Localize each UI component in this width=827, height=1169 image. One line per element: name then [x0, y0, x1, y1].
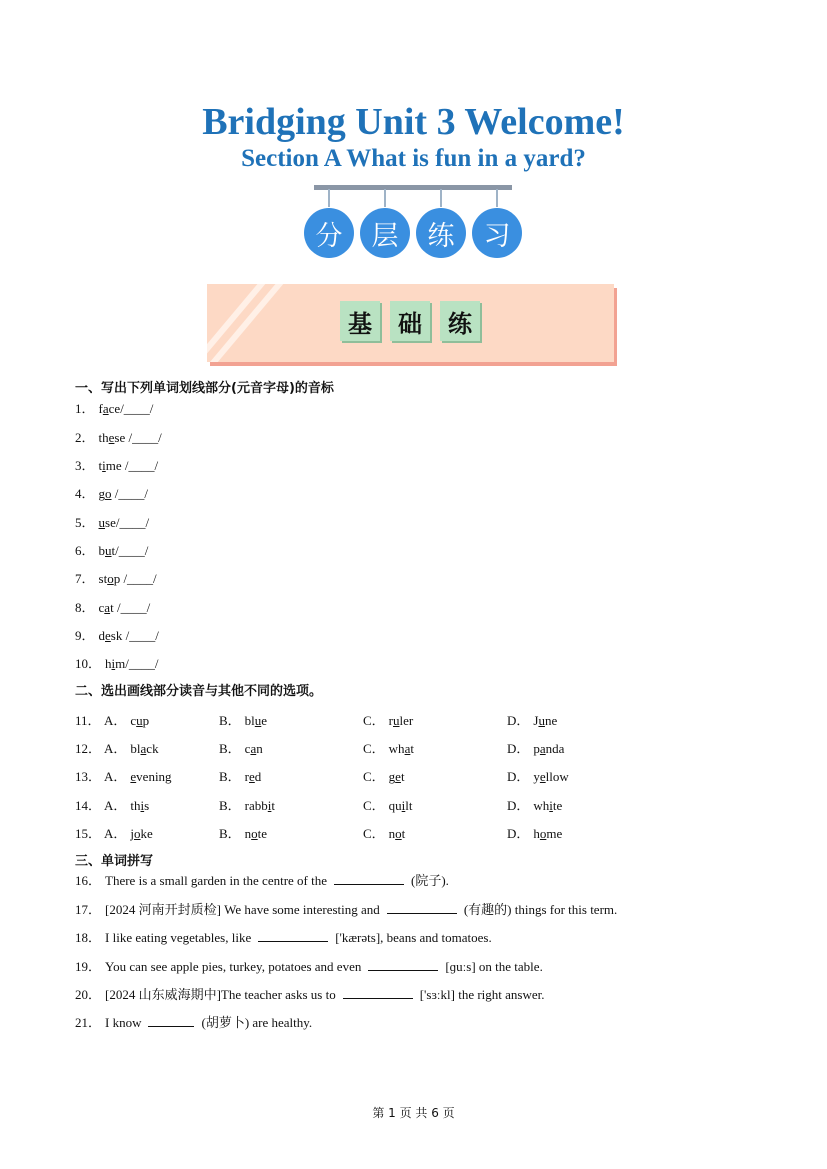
word-part: p	[533, 741, 540, 756]
answer-slot[interactable]: /____/	[120, 401, 154, 416]
underlined-letter: a	[104, 600, 111, 615]
option-c[interactable]	[363, 738, 414, 757]
option-c[interactable]	[363, 766, 405, 785]
item-number: 4．	[75, 486, 95, 501]
underlined-letter: e	[108, 430, 115, 445]
option-word	[389, 826, 406, 841]
sentence-end: ['sɜːkl] the right answer.	[419, 987, 545, 1002]
word-part: e	[261, 713, 268, 728]
item-word	[99, 486, 112, 501]
banner-tile: 基	[340, 301, 380, 341]
word-part: rabb	[244, 798, 268, 813]
circle-label: 层	[360, 208, 410, 258]
sentence-start: [2024 河南开封质检] We have some interesting and	[105, 902, 380, 917]
underlined-letter: i	[111, 656, 116, 671]
answer-slot[interactable]: /____/	[121, 458, 159, 473]
list-item	[75, 984, 545, 1003]
option-c[interactable]	[363, 795, 413, 814]
option-word	[130, 741, 158, 756]
underlined-letter: o	[134, 826, 141, 841]
question-number: 14．	[75, 798, 102, 813]
word-part: bl	[130, 741, 141, 756]
sentence-start: There is a small garden in the centre of the	[105, 873, 328, 888]
answer-blank[interactable]	[148, 1014, 194, 1027]
word-part: te	[552, 798, 563, 813]
underlined-letter: i	[401, 798, 406, 813]
option-a[interactable]	[104, 710, 149, 729]
option-word	[245, 798, 275, 813]
underlined-letter: u	[254, 713, 262, 728]
word-part: t	[111, 543, 116, 558]
underlined-letter: o	[107, 571, 114, 586]
list-item	[75, 870, 449, 889]
word-part: g	[98, 486, 106, 501]
word-part: p	[113, 571, 121, 586]
option-b[interactable]	[219, 766, 261, 785]
underlined-letter: a	[140, 741, 147, 756]
item-number: 17．	[75, 902, 102, 917]
list-item	[75, 625, 159, 644]
item-number: 1．	[75, 401, 95, 416]
section-heading: 一、写出下列单词划线部分(元音字母)的音标	[75, 381, 334, 396]
circle-label: 分	[304, 208, 354, 258]
underlined-letter: u	[393, 713, 400, 728]
list-item	[75, 455, 158, 474]
option-word	[130, 826, 152, 841]
item-number: 20．	[75, 987, 102, 1002]
list-item	[75, 427, 162, 446]
word-part: bl	[244, 713, 255, 728]
answer-slot[interactable]: /____/	[111, 486, 148, 501]
page-subtitle: Section A What is fun in a yard?	[241, 145, 586, 172]
option-word	[533, 826, 562, 841]
answer-slot[interactable]: /____/	[120, 571, 157, 586]
word-part: b	[98, 543, 106, 558]
item-number: 5．	[75, 515, 95, 530]
circle-label: 习	[472, 208, 522, 258]
list-item	[75, 597, 150, 616]
word-part: ne	[544, 713, 558, 728]
item-number: 19．	[75, 959, 102, 974]
word-part: n	[256, 741, 263, 756]
underlined-letter: e	[130, 769, 137, 784]
word-part: t	[271, 798, 276, 813]
sentence-start: I like eating vegetables, like	[105, 930, 252, 945]
underlined-letter: e	[105, 628, 111, 643]
answer-slot[interactable]: /____/	[125, 430, 162, 445]
word-part: wh	[388, 741, 405, 756]
option-word	[533, 713, 557, 728]
option-letter: D．	[507, 741, 530, 756]
option-d[interactable]	[507, 823, 562, 842]
sentence-start: [2024 山东威海期中]The teacher asks us to	[105, 987, 336, 1002]
underlined-letter: i	[102, 458, 106, 473]
option-word	[533, 741, 564, 756]
item-word	[99, 515, 116, 530]
word-part: th	[130, 798, 141, 813]
option-letter: C．	[363, 741, 385, 756]
item-number: 10．	[75, 656, 102, 671]
list-item	[75, 568, 157, 587]
item-word	[105, 656, 125, 671]
word-part: vening	[136, 769, 172, 784]
underlined-letter: o	[539, 826, 547, 841]
answer-slot[interactable]: /____/	[115, 515, 150, 530]
answer-slot[interactable]: /____/	[115, 543, 149, 558]
option-word	[533, 769, 568, 784]
list-item	[75, 927, 492, 946]
item-word	[99, 401, 121, 416]
question-number: 15．	[75, 826, 102, 841]
option-b[interactable]	[219, 710, 267, 729]
word-part: nda	[545, 741, 565, 756]
sentence-start: I know	[105, 1015, 142, 1030]
word-part: p	[142, 713, 150, 728]
banner-tile: 练	[440, 301, 480, 341]
underlined-letter: u	[538, 713, 545, 728]
word-part: wh	[533, 798, 550, 813]
option-word	[130, 798, 149, 813]
answer-blank[interactable]	[387, 901, 457, 914]
option-d[interactable]	[507, 710, 557, 729]
item-number: 8．	[75, 600, 95, 615]
option-letter: C．	[363, 769, 385, 784]
item-word	[99, 571, 121, 586]
underlined-letter: e	[249, 769, 255, 784]
underlined-letter: e	[395, 769, 401, 784]
option-letter: C．	[363, 798, 385, 813]
option-letter: B．	[219, 798, 241, 813]
option-d[interactable]	[507, 738, 564, 757]
option-word	[130, 713, 149, 728]
option-a[interactable]	[104, 823, 153, 842]
option-letter: B．	[219, 741, 241, 756]
word-part: lt	[405, 798, 413, 813]
option-letter: D．	[507, 798, 530, 813]
answer-slot[interactable]: /____/	[113, 600, 151, 615]
page-title: Bridging Unit 3 Welcome!	[202, 101, 625, 143]
option-word	[245, 713, 267, 728]
option-d[interactable]	[507, 766, 569, 785]
word-part: d	[254, 769, 262, 784]
word-part: ler	[399, 713, 414, 728]
section-heading: 三、单词拼写	[75, 854, 154, 869]
decorative-stem	[328, 189, 330, 207]
word-part: j	[130, 826, 135, 841]
word-part: ke	[140, 826, 153, 841]
item-word	[99, 458, 122, 473]
underlined-letter: a	[250, 741, 257, 756]
decorative-stem	[496, 189, 498, 207]
word-part: t	[400, 769, 405, 784]
page-footer: 第 1 页 共 6 页	[372, 1106, 455, 1120]
sentence-end: [ɡuːs] on the table.	[445, 959, 543, 974]
option-c[interactable]	[363, 710, 413, 729]
word-part: t	[98, 458, 103, 473]
sentence-start: You can see apple pies, turkey, potatoes and even	[105, 959, 362, 974]
answer-blank[interactable]	[368, 958, 438, 971]
option-letter: C．	[363, 826, 385, 841]
word-part: ck	[146, 741, 159, 756]
option-letter: D．	[507, 826, 530, 841]
underlined-letter: u	[105, 543, 112, 558]
word-part: r	[244, 769, 250, 784]
word-part: c	[98, 600, 105, 615]
item-word	[99, 628, 123, 643]
list-item	[75, 1012, 312, 1031]
item-number: 18．	[75, 930, 102, 945]
option-word	[389, 798, 413, 813]
option-letter: A．	[104, 769, 127, 784]
option-b[interactable]	[219, 738, 263, 757]
list-item	[75, 398, 153, 417]
underlined-letter: a	[102, 401, 109, 416]
word-part: y	[533, 769, 540, 784]
word-part: c	[130, 713, 137, 728]
underlined-letter: o	[105, 486, 112, 501]
option-a[interactable]	[104, 738, 159, 757]
option-letter: A．	[104, 713, 127, 728]
option-letter: C．	[363, 713, 385, 728]
option-word	[533, 798, 562, 813]
word-part: s	[144, 798, 150, 813]
word-part: llow	[545, 769, 569, 784]
answer-slot[interactable]: /____/	[122, 628, 159, 643]
word-part: se	[105, 515, 116, 530]
option-word	[245, 741, 263, 756]
list-item	[75, 653, 159, 672]
option-d[interactable]	[507, 795, 562, 814]
word-part: ce	[108, 401, 121, 416]
item-number: 16．	[75, 873, 102, 888]
item-number: 2．	[75, 430, 95, 445]
answer-blank[interactable]	[258, 929, 328, 942]
word-part: g	[388, 769, 396, 784]
list-item	[75, 512, 149, 531]
option-word	[130, 769, 171, 784]
option-b[interactable]	[219, 795, 275, 814]
question-number: 12．	[75, 741, 102, 756]
item-number: 9．	[75, 628, 95, 643]
list-item	[75, 540, 148, 559]
word-part: h	[533, 826, 540, 841]
option-letter: A．	[104, 798, 127, 813]
sentence-end: ['kærəts], beans and tomatoes.	[335, 930, 492, 945]
decorative-stem	[440, 189, 442, 207]
question-number: 11．	[75, 713, 101, 728]
option-a[interactable]	[104, 795, 149, 814]
underlined-letter: u	[136, 713, 143, 728]
word-part: c	[244, 741, 251, 756]
word-part: th	[98, 430, 109, 445]
word-part: sk	[110, 628, 123, 643]
option-letter: B．	[219, 769, 241, 784]
word-part: f	[98, 401, 103, 416]
option-letter: B．	[219, 713, 241, 728]
underlined-letter: i	[140, 798, 145, 813]
option-c[interactable]	[363, 823, 405, 842]
word-part: d	[98, 628, 106, 643]
question-number: 13．	[75, 769, 102, 784]
word-part: h	[105, 656, 112, 671]
underlined-letter: i	[549, 798, 553, 813]
word-part: se	[114, 430, 126, 445]
underlined-letter: a	[404, 741, 411, 756]
item-word	[99, 543, 116, 558]
option-letter: B．	[219, 826, 241, 841]
option-word	[245, 826, 267, 841]
option-word	[389, 769, 405, 784]
word-part: te	[257, 826, 268, 841]
list-item	[75, 956, 543, 975]
item-number: 7．	[75, 571, 95, 586]
word-part: n	[388, 826, 396, 841]
underlined-letter: e	[539, 769, 546, 784]
word-part: t	[401, 826, 406, 841]
circle-label: 练	[416, 208, 466, 258]
answer-blank[interactable]	[343, 986, 413, 999]
word-part: J	[533, 713, 539, 728]
sentence-end: (有趣的) things for this term.	[463, 902, 618, 917]
list-item	[75, 483, 148, 502]
word-part: qu	[388, 798, 402, 813]
word-part: me	[546, 826, 563, 841]
option-a[interactable]	[104, 766, 172, 785]
decorative-bar	[314, 185, 512, 190]
sentence-end: (院子).	[411, 873, 449, 888]
underlined-letter: i	[267, 798, 272, 813]
underlined-letter: o	[251, 826, 258, 841]
banner-tile: 础	[390, 301, 430, 341]
list-item	[75, 899, 617, 918]
option-letter: D．	[507, 713, 530, 728]
sentence-end: (胡萝卜) are healthy.	[201, 1015, 313, 1030]
option-letter: A．	[104, 741, 127, 756]
word-part: st	[98, 571, 108, 586]
answer-slot[interactable]: /____/	[125, 656, 159, 671]
word-part: m	[115, 656, 126, 671]
option-word	[389, 741, 414, 756]
item-number: 6．	[75, 543, 95, 558]
option-letter: D．	[507, 769, 530, 784]
decorative-stem	[384, 189, 386, 207]
underlined-letter: u	[98, 515, 106, 530]
underlined-letter: o	[395, 826, 402, 841]
option-word	[389, 713, 414, 728]
option-word	[245, 769, 262, 784]
option-letter: A．	[104, 826, 127, 841]
answer-blank[interactable]	[334, 872, 404, 885]
item-number: 21．	[75, 1015, 102, 1030]
word-part: me	[105, 458, 122, 473]
item-number: 3．	[75, 458, 95, 473]
underlined-letter: a	[539, 741, 546, 756]
section-banner	[207, 284, 614, 362]
item-word	[99, 600, 114, 615]
word-part: n	[244, 826, 252, 841]
item-word	[99, 430, 126, 445]
option-b[interactable]	[219, 823, 267, 842]
word-part: t	[410, 741, 414, 756]
section-heading: 二、选出画线部分读音与其他不同的选项。	[75, 684, 323, 699]
word-part: r	[388, 713, 394, 728]
word-part: t	[110, 600, 114, 615]
